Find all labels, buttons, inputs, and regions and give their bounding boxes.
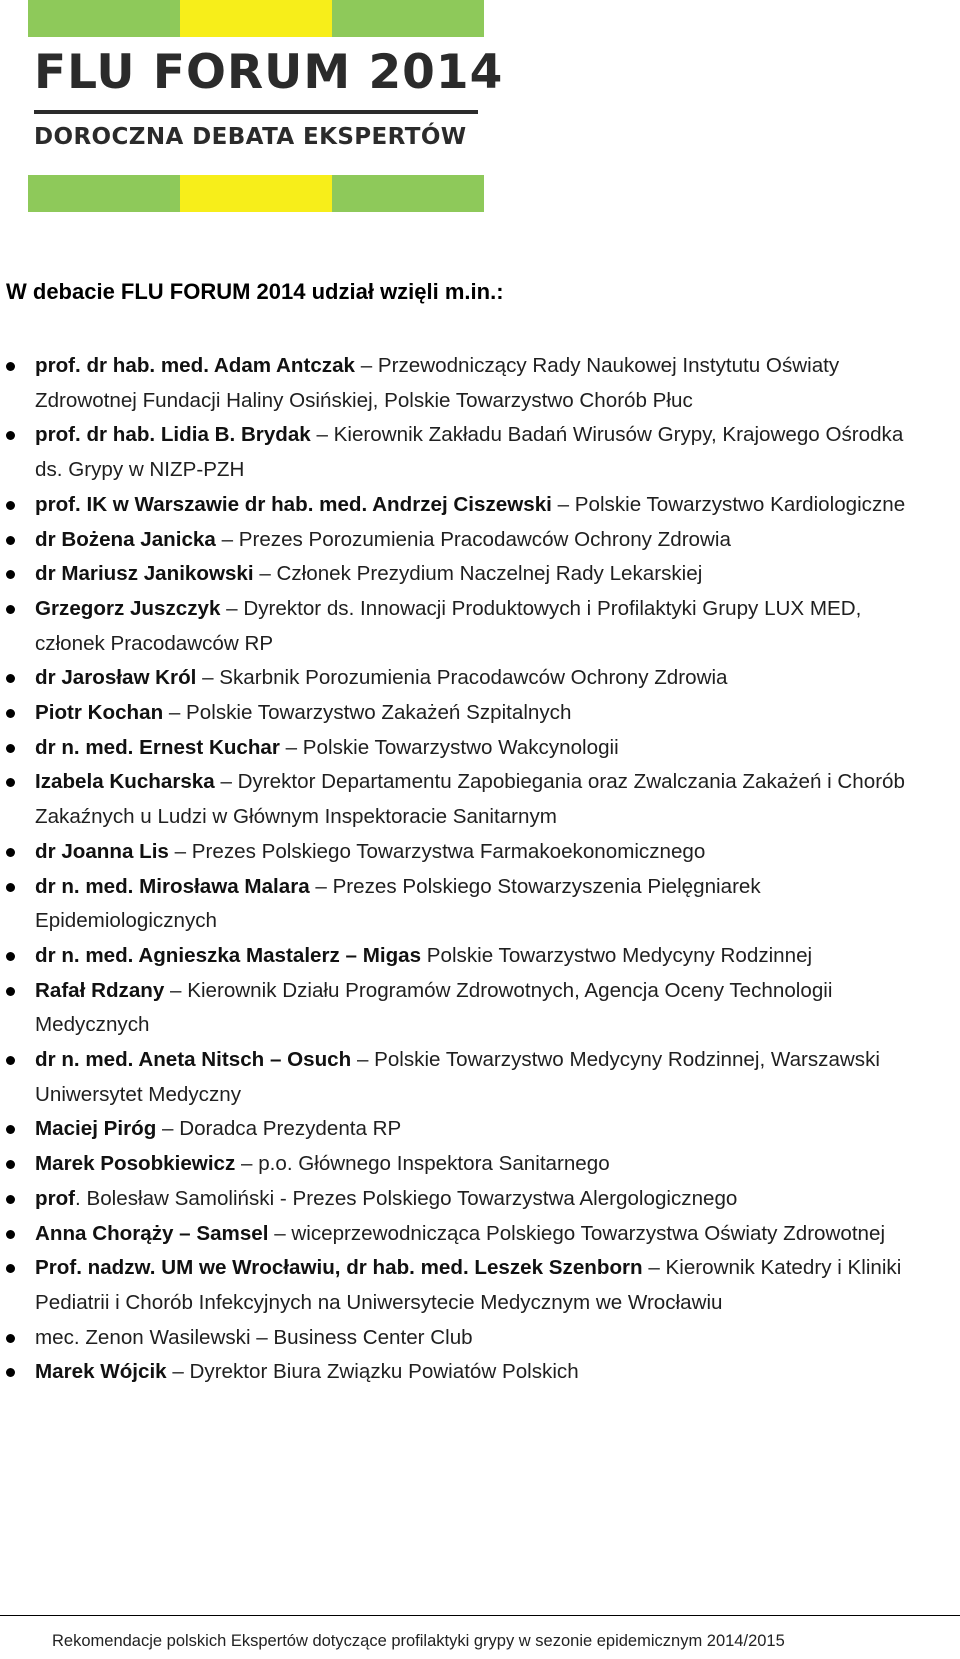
- footer-divider: [0, 1615, 960, 1616]
- participant-role: – Dyrektor ds. Innowacji Produktowych i Profilaktyki Grupy LUX MED, członek Pracodawców RP: [35, 596, 862, 655]
- participant-item: [0, 523, 925, 558]
- participant-item: [0, 1182, 925, 1217]
- participant-item: [0, 488, 925, 523]
- page-footer: Rekomendacje polskich Ekspertów dotyczące profilaktyki grypy w sezonie epidemicznym 2014/2015: [52, 1632, 785, 1650]
- participant-item: [0, 974, 925, 1043]
- participant-name: Piotr Kochan: [35, 701, 164, 725]
- logo-divider: [34, 110, 478, 114]
- flu-forum-logo: [28, 0, 504, 212]
- participant-name: dr n. med. Mirosława Malara: [35, 874, 310, 898]
- participant-role: – Prezes Porozumienia Pracodawców Ochrony Zdrowia: [215, 527, 731, 551]
- participant-item: [0, 349, 925, 418]
- participant-item: [0, 661, 925, 696]
- participant-role: mec. Zenon Wasilewski – Business Center Club: [35, 1325, 473, 1349]
- logo-title: FLU FORUM 2014: [34, 45, 504, 100]
- participant-name: Anna Chorąży – Samsel: [35, 1221, 269, 1245]
- participant-name: prof: [35, 1186, 76, 1210]
- participant-name: Marek Posobkiewicz: [35, 1152, 236, 1176]
- participant-name: Grzegorz Juszczyk: [35, 596, 221, 620]
- participant-role: Polskie Towarzystwo Medycyny Rodzinnej: [421, 943, 813, 967]
- participant-name: Maciej Piróg: [35, 1117, 157, 1141]
- participant-role: – Członek Prezydium Naczelnej Rady Lekarskiej: [253, 562, 703, 586]
- logo-bottom-stripe: [28, 175, 484, 212]
- page-heading: W debacie FLU FORUM 2014 udział wzięli m.in.:: [6, 279, 504, 304]
- participant-name: dr Joanna Lis: [35, 839, 169, 863]
- participant-item: [0, 870, 925, 939]
- participant-name: dr n. med. Agnieszka Mastalerz – Migas: [35, 943, 422, 967]
- participant-name: dr n. med. Aneta Nitsch – Osuch: [35, 1048, 352, 1072]
- participant-name: prof. dr hab. Lidia B. Brydak: [35, 423, 311, 447]
- participant-item: [0, 765, 925, 834]
- participant-role: – Polskie Towarzystwo Wakcynologii: [279, 735, 619, 759]
- participant-name: dr Bożena Janicka: [35, 527, 216, 551]
- participant-item: [0, 1355, 925, 1390]
- participant-item: [0, 731, 925, 766]
- participant-name: Rafał Rdzany: [35, 978, 165, 1002]
- participant-role: – Polskie Towarzystwo Kardiologiczne: [551, 492, 906, 516]
- participant-item: [0, 557, 925, 592]
- participant-role: – Prezes Polskiego Stowarzyszenia Pielęgniarek Epidemiologicznych: [35, 874, 761, 933]
- participant-role: – Dyrektor Departamentu Zapobiegania oraz Zwalczania Zakażeń i Chorób Zakaźnych u Ludzi w Głównym Inspektoracie Sanitarnym: [35, 770, 905, 829]
- participant-item: [0, 1217, 925, 1252]
- participant-item: [0, 1043, 925, 1112]
- participant-name: prof. dr hab. med. Adam Antczak: [35, 354, 356, 377]
- participant-name: prof. IK w Warszawie dr hab. med. Andrzej Ciszewski: [35, 492, 552, 516]
- participant-name: Izabela Kucharska: [35, 770, 215, 794]
- participant-item: [0, 696, 925, 731]
- participant-role: – Skarbnik Porozumienia Pracodawców Ochrony Zdrowia: [196, 666, 728, 690]
- participant-item: [0, 835, 925, 870]
- participant-role: – Kierownik Działu Programów Zdrowotnych, Agencja Oceny Technologii Medycznych: [35, 978, 833, 1037]
- participant-role: – Polskie Towarzystwo Zakażeń Szpitalnych: [163, 701, 572, 725]
- participant-item: [0, 418, 925, 487]
- participant-role: – Doradca Prezydenta RP: [156, 1117, 402, 1141]
- participants-list: [0, 349, 925, 1390]
- participant-item: [0, 1147, 925, 1182]
- participant-role: – wiceprzewodnicząca Polskiego Towarzystwa Oświaty Zdrowotnej: [268, 1221, 886, 1245]
- participant-name: dr n. med. Ernest Kuchar: [35, 735, 280, 759]
- participant-item: [0, 939, 925, 974]
- participant-role: – Dyrektor Biura Związku Powiatów Polskich: [166, 1360, 579, 1384]
- participant-role: . Bolesław Samoliński - Prezes Polskiego Towarzystwa Alergologicznego: [75, 1186, 738, 1210]
- participant-item: [0, 1251, 925, 1320]
- participant-name: Prof. nadzw. UM we Wrocławiu, dr hab. med. Leszek Szenborn: [35, 1256, 643, 1280]
- participant-role: – Kierownik Zakładu Badań Wirusów Grypy, Krajowego Ośrodka ds. Grypy w NIZP-PZH: [35, 423, 904, 482]
- participant-role: – Przewodniczący Rady Naukowej Instytutu Oświaty Zdrowotnej Fundacji Haliny Osińskiej, Polskie Towarzystwo Chorób Płuc: [35, 354, 840, 412]
- participant-item: [0, 1321, 925, 1356]
- participant-role: – Polskie Towarzystwo Medycyny Rodzinnej, Warszawski Uniwersytet Medyczny: [35, 1048, 880, 1106]
- participant-name: dr Jarosław Król: [35, 666, 197, 690]
- participant-role: – Prezes Polskiego Towarzystwa Farmakoekonomicznego: [168, 839, 706, 863]
- logo-top-stripe: [28, 0, 484, 37]
- participant-role: – p.o. Głównego Inspektora Sanitarnego: [235, 1152, 610, 1176]
- participant-item: [0, 592, 925, 661]
- participant-name: Marek Wójcik: [35, 1360, 167, 1384]
- participant-role: – Kierownik Katedry i Kliniki Pediatrii i Chorób Infekcyjnych na Uniwersytecie Medycznym we Wrocławiu: [35, 1256, 902, 1314]
- participant-name: dr Mariusz Janikowski: [35, 562, 254, 586]
- participant-item: [0, 1112, 925, 1147]
- logo-subtitle: DOROCZNA DEBATA EKSPERTÓW: [34, 124, 467, 150]
